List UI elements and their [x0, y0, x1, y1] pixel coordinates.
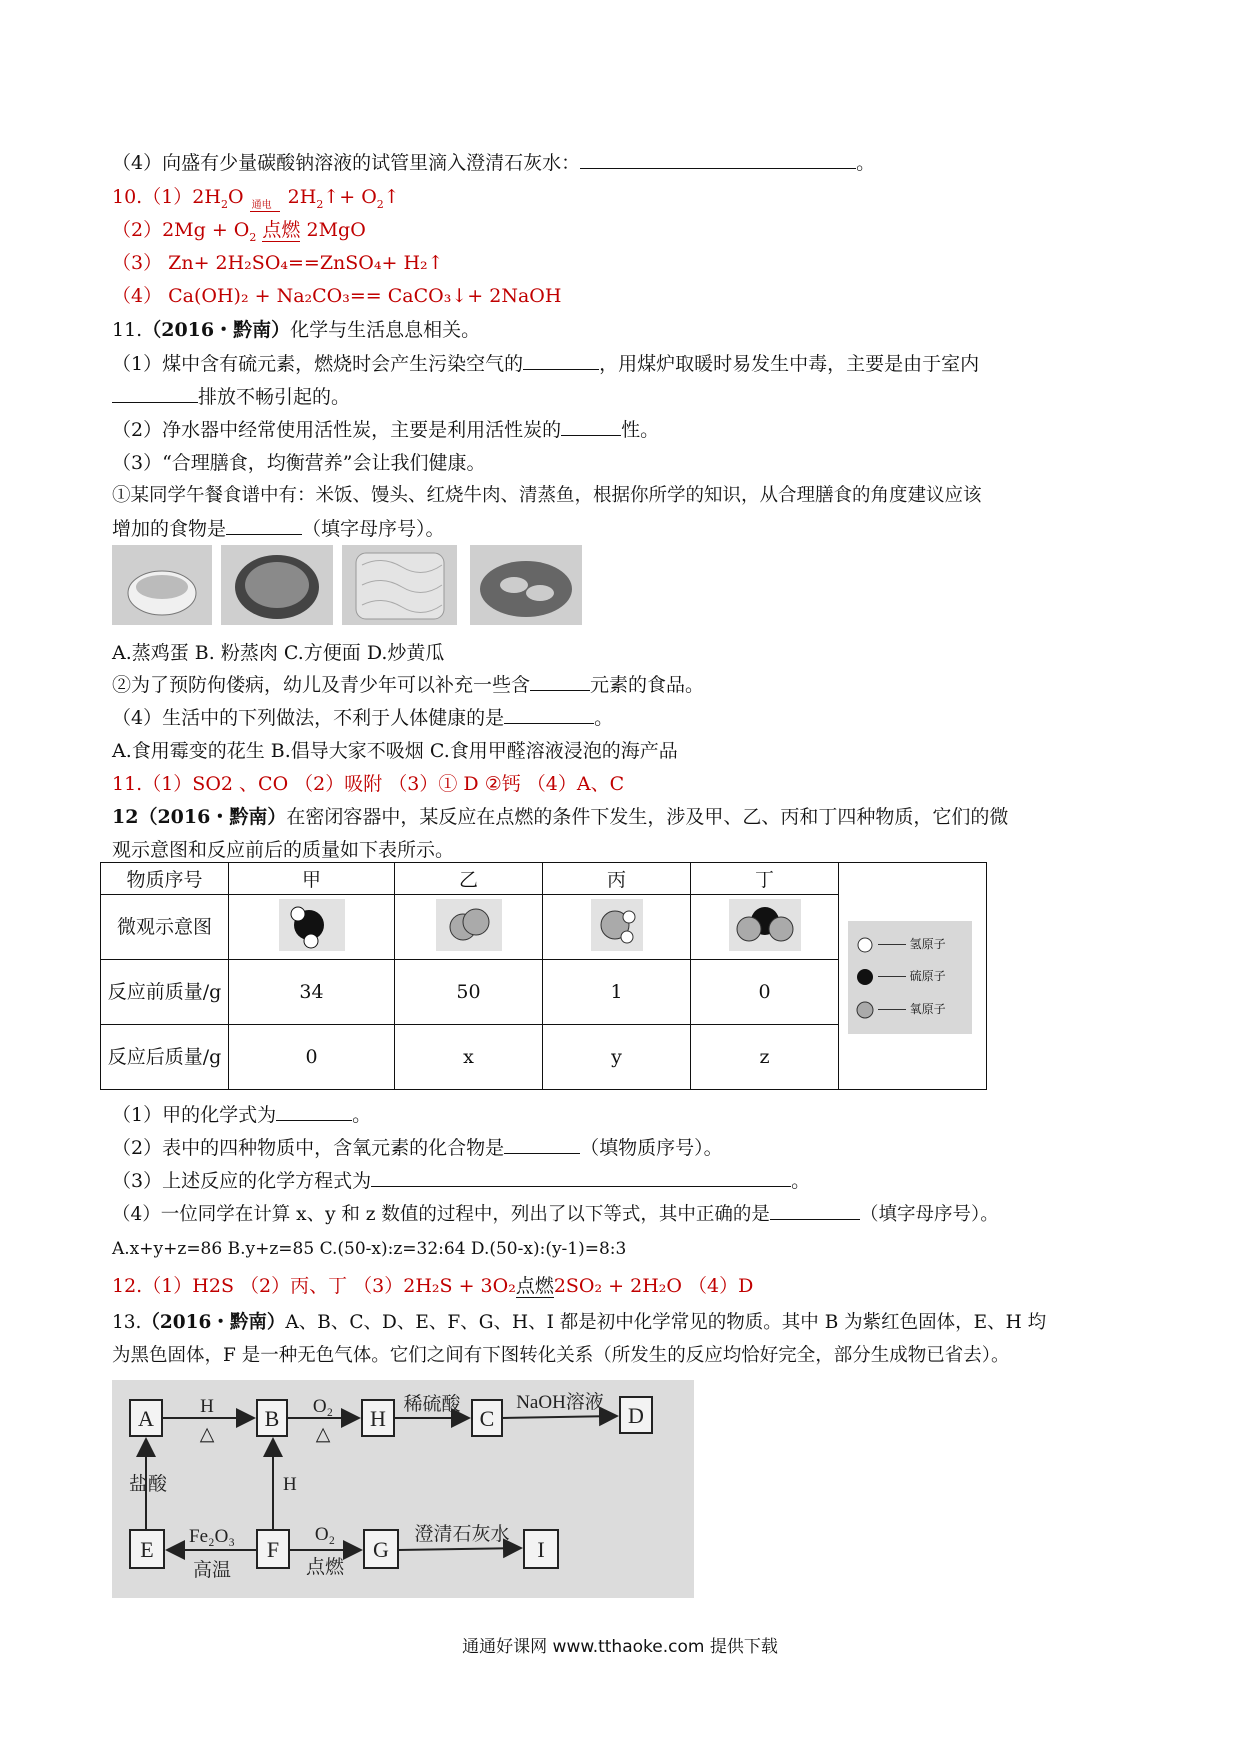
node-h: H — [370, 1406, 386, 1431]
oxygen-atom-icon — [856, 1001, 874, 1019]
q12-text-cont: 观示意图和反应前后的质量如下表所示。 — [112, 839, 455, 861]
q12-part1: （1）甲的化学式为 。 — [112, 1104, 372, 1126]
label-fe-bottom: 高温 — [192, 1560, 232, 1581]
answer-blank — [504, 1135, 580, 1154]
table-cell: 0 — [229, 1025, 395, 1090]
answer-blank — [276, 1102, 352, 1121]
answer10-line4: （4） Ca(OH)₂ + Na₂CO₃== CaCO₃↓+ 2NaOH — [112, 285, 562, 307]
q12-text: 12（2016・黔南）在密闭容器中，某反应在点燃的条件下发生，涉及甲、乙、丙和丁四种物质，它们的微 — [112, 806, 1009, 828]
label-gi: 澄清石灰水 — [414, 1524, 510, 1545]
node-c: C — [479, 1406, 495, 1431]
molecule-bing-icon — [543, 895, 691, 960]
table-header-cell: 甲 — [229, 863, 395, 895]
node-f: F — [266, 1537, 280, 1562]
table-cell: y — [543, 1025, 691, 1090]
node-g: G — [373, 1537, 389, 1562]
table-row-label: 反应后质量/g — [101, 1025, 229, 1090]
q11-part4: （4）生活中的下列做法，不利于人体健康的是 。 — [112, 707, 614, 729]
table-cell: x — [395, 1025, 543, 1090]
node-i: I — [537, 1537, 545, 1562]
label-fg-top: O₂ — [314, 1524, 336, 1545]
answer10-line2: $(2)2Mg + O_2$ 点燃 2MgO — [112, 219, 366, 244]
q11-health-options: A.食用霉变的花生 B.倡导大家不吸烟 C.食用甲醛溶液浸泡的海产品 — [112, 740, 678, 762]
q12-part3: （3）上述反应的化学方程式为 。 — [112, 1170, 811, 1192]
table-header-cell: 物质序号 — [101, 863, 229, 895]
answer-blank — [371, 1168, 791, 1187]
table-cell: 1 — [543, 960, 691, 1025]
q13-text-cont: 为黑色固体，F 是一种无色气体。它们之间有下图转化关系（所发生的反应均恰好完全，部分生成物已省去）。 — [112, 1345, 1010, 1366]
table-row-label: 微观示意图 — [101, 895, 229, 960]
q12-part4: （4）一位同学在计算 x、y 和 z 数值的过程中，列出了以下等式，其中正确的是 （填字母序号）。 — [112, 1201, 999, 1228]
label-ab-bottom: △ — [199, 1424, 215, 1445]
answer-blank — [112, 384, 198, 403]
q11-part3-2: ②为了预防佝偻病，幼儿及青少年可以补充一些含 元素的食品。 — [112, 674, 705, 696]
node-b: B — [264, 1406, 280, 1431]
answer-blank — [226, 516, 302, 535]
table-row-label: 反应前质量/g — [101, 960, 229, 1025]
q12-options: A.x+y+z=86 B.y+z=85 C.(50-x):z=32:64 D.(50-x):(y-1)=8:3 — [112, 1239, 627, 1259]
hydrogen-atom-icon — [856, 936, 874, 954]
q11-part2: （2）净水器中经常使用活性炭，主要是利用活性炭的 性。 — [112, 419, 660, 441]
label-fe-top: Fe₂O₃ — [189, 1526, 235, 1547]
q10-part4: （4）向盛有少量碳酸钠溶液的试管里滴入澄清石灰水： 。 — [112, 152, 876, 174]
answer-blank — [523, 351, 599, 370]
answer10-line1: $10.(1)2H_2O$ 通电 $2H_2↑+$ $O_2↑$ — [112, 186, 400, 211]
molecule-ding-icon — [691, 895, 839, 960]
table-cell: 50 — [395, 960, 543, 1025]
answer-blank — [530, 672, 590, 691]
atom-legend: 氢原子 硫原子 氧原子 — [848, 921, 972, 1034]
q12-part2: （2）表中的四种物质中，含氧元素的化合物是 （填物质序号）。 — [112, 1137, 723, 1159]
table-header-cell: 乙 — [395, 863, 543, 895]
q11-title: 11.（2016・黔南）化学与生活息息相关。 — [112, 319, 481, 341]
answer-blank — [770, 1201, 860, 1220]
label-cd: NaOH溶液 — [516, 1392, 604, 1413]
food-image-steamed-egg — [112, 545, 212, 625]
answer10-line3: （3） Zn+ 2H₂SO₄==ZnSO₄+ H₂↑ — [112, 252, 444, 274]
food-image-fried-cucumber — [470, 545, 582, 625]
food-image-instant-noodles — [342, 545, 457, 625]
label-bh-bottom: △ — [315, 1424, 331, 1445]
answer11: 11.（1）SO2 、CO （2）吸附 （3）① D ②钙 （4）A、C — [112, 773, 625, 795]
sulfur-atom-icon — [856, 968, 874, 986]
table-header-cell: 丁 — [691, 863, 839, 895]
table-cell: 0 — [691, 960, 839, 1025]
molecule-yi-icon — [395, 895, 543, 960]
q11-part3-1-cont: 增加的食物是 （填字母序号）。 — [112, 518, 445, 540]
answer12: 12.（1）H2S （2）丙、丁 （3）2H₂S + 3O₂点燃2SO₂ + 2H₂O （4）D — [112, 1275, 754, 1297]
q11-food-options: A.蒸鸡蛋 B. 粉蒸肉 C.方便面 D.炒黄瓜 — [112, 642, 445, 664]
label-ea: 盐酸 — [129, 1474, 168, 1495]
label-ab-top: H — [200, 1396, 214, 1417]
table-cell: z — [691, 1025, 839, 1090]
food-image-steamed-pork — [221, 545, 333, 625]
q11-part3: （3）“合理膳食，均衡营养”会让我们健康。 — [112, 452, 486, 474]
label-bh-top: O₂ — [312, 1396, 334, 1417]
node-a: A — [138, 1406, 154, 1431]
label-fg-bottom: 点燃 — [305, 1557, 345, 1578]
molecule-jia-icon — [229, 895, 395, 960]
q11-part3-1: ①某同学午餐食谱中有：米饭、馒头、红烧牛肉、清蒸鱼，根据你所学的知识，从合理膳食的角度建议应该 — [112, 485, 982, 506]
q13-text: 13.（2016・黔南）A、B、C、D、E、F、G、H、I 都是初中化学常见的物质。其中 B 为紫红色固体，E、H 均 — [112, 1312, 1047, 1333]
q11-part1: （1）煤中含有硫元素，燃烧时会产生污染空气的 ，用煤炉取暖时易发生中毒，主要是由于室内 — [112, 353, 980, 375]
label-fb: H — [283, 1474, 297, 1495]
page-footer: 通通好课网 www.tthaoke.com 提供下载 — [462, 1637, 778, 1657]
label-hc: 稀硫酸 — [403, 1394, 461, 1415]
node-d: D — [628, 1403, 644, 1428]
answer-blank — [561, 417, 621, 436]
q11-part1-cont: 排放不畅引起的。 — [112, 384, 350, 410]
q13-transformation-diagram — [112, 1380, 694, 1598]
node-e: E — [140, 1537, 154, 1562]
table-header-cell: 丙 — [543, 863, 691, 895]
table-cell: 34 — [229, 960, 395, 1025]
answer-blank — [580, 150, 856, 169]
answer-blank — [504, 705, 594, 724]
